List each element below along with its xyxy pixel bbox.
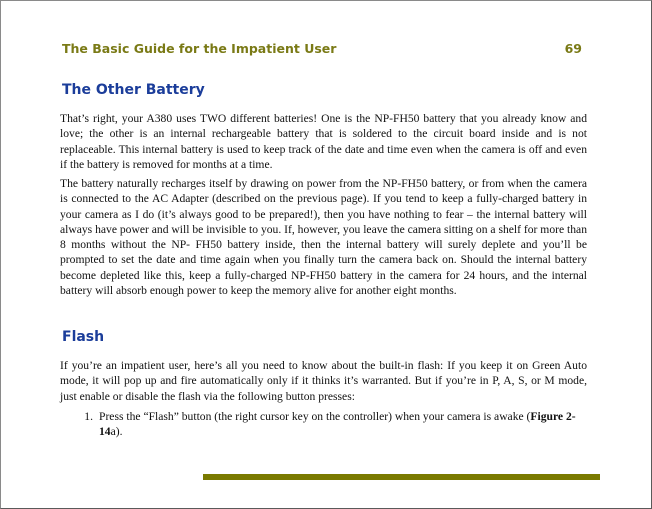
- figure-reference: Figure 2-14: [99, 410, 576, 439]
- list-item: [60, 409, 587, 440]
- step-text-before: Press the “Flash” button (the right cursor key on the controller) when your camera is awake (: [99, 410, 531, 423]
- flash-steps-list: [60, 409, 587, 440]
- paragraph-flash-intro: If you’re an impatient user, here’s all you need to know about the built-in flash: If you keep it on Green Auto mode, it will pop up and fire automatically only if it thinks it’s warranted. But if you’re in P, A, S, or M mode, just enable or disable the flash via the following button presses:: [60, 359, 587, 403]
- section-heading-other-battery: The Other Battery: [62, 82, 205, 98]
- running-header: [62, 41, 582, 56]
- footer-rule: [203, 474, 600, 480]
- page-number: 69: [564, 41, 582, 56]
- paragraph-battery-intro: That’s right, your A380 uses TWO different batteries! One is the NP-FH50 battery that you already know and love; the other is an internal rechargeable battery that is soldered to the circuit board inside and is not replaceable. This internal battery is used to keep track of the date and time even when the camera is off and even if the battery is removed for months at a time.: [60, 112, 587, 171]
- paragraph-battery-recharge: The battery naturally recharges itself by drawing on power from the NP-FH50 battery, or from when the camera is connected to the AC Adapter (described on the previous page). If you tend to keep a fully-charged battery in your camera as I do (it’s always good to be prepared!), then you have nothing to fear – the internal battery will always have power and will be invisible to you. If, however, you leave the camera sitting on a shelf for more than 8 months without the NP- FH50 battery inside, then the internal battery will surely deplete and you’ll be prompted to set the date and time again when you finally turn the camera back on. Should the internal battery become depleted like this, keep a fully-charged NP-FH50 battery in the camera for 24 hours, and the internal battery will absorb enough power to keep the memory alive for another eight months.: [60, 177, 587, 298]
- section-heading-flash: Flash: [62, 329, 105, 345]
- step-text-after: a).: [110, 425, 123, 439]
- step-number: 1.: [84, 410, 93, 423]
- step-text: [99, 409, 587, 440]
- header-title: The Basic Guide for the Impatient User: [62, 41, 337, 56]
